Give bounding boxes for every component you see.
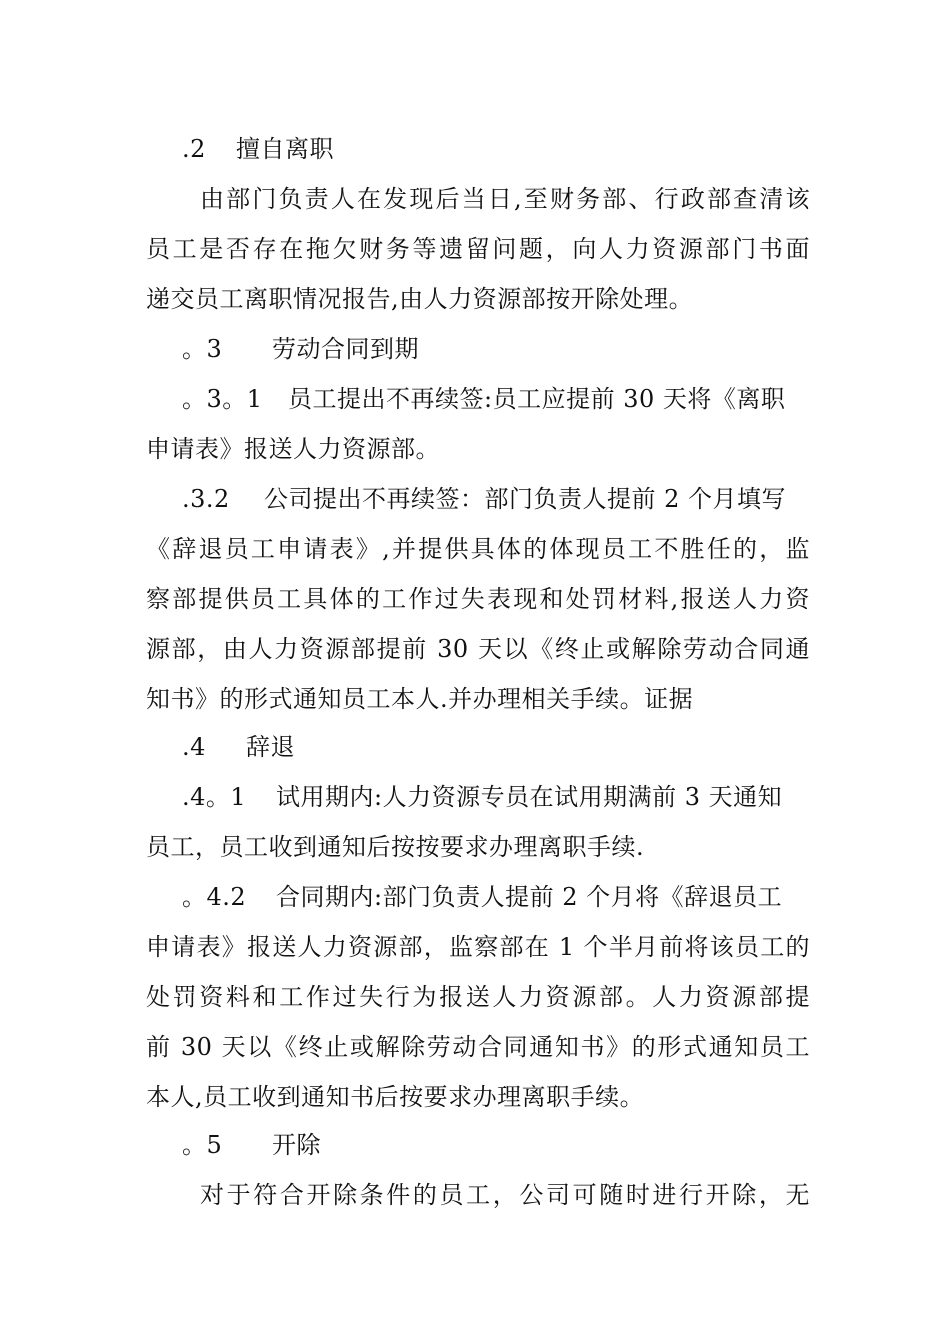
paragraph-text: 员工提出不再续签:员工应提前 30 天将《离职	[288, 385, 786, 413]
subsection-3-1	[182, 374, 810, 424]
paragraph-line: 察部提供员工具体的工作过失表现和处罚材料,报送人力资	[146, 585, 810, 613]
paragraph-text: 试用期内:人力资源专员在试用期满前 3 天通知	[276, 783, 783, 811]
section-title: 辞退	[246, 733, 295, 761]
section-title: 劳动合同到期	[272, 335, 419, 363]
section-number: .4	[182, 733, 206, 761]
paragraph-line: 本人,员工收到通知书后按要求办理离职手续。	[146, 1083, 645, 1111]
section-number: .3.2	[182, 485, 230, 513]
section-heading-5	[182, 1120, 582, 1170]
paragraph-line: 申请表》报送人力资源部。	[146, 435, 440, 463]
section-heading-3	[182, 324, 582, 374]
subsection-3-2	[182, 474, 810, 524]
section-number: .4。1	[182, 783, 247, 811]
paragraph-line: 处罚资料和工作过失行为报送人力资源部。人力资源部提	[146, 983, 810, 1011]
paragraph-text: 公司提出不再续签：部门负责人提前 2 个月填写	[264, 485, 787, 513]
paragraph-line: 员工是否存在拖欠财务等遗留问题，向人力资源部门书面	[146, 235, 810, 263]
subsection-4-2	[182, 872, 810, 922]
section-heading-2	[182, 124, 582, 174]
section-number: .2	[182, 135, 206, 163]
section-number: 。5	[182, 1131, 223, 1159]
subsection-4-1	[182, 772, 810, 822]
paragraph-line: 对于符合开除条件的员工，公司可随时进行开除，无	[200, 1181, 810, 1209]
section-number: 。3	[182, 335, 223, 363]
section-heading-4	[182, 722, 582, 772]
paragraph-line: 由部门负责人在发现后当日,至财务部、行政部查清该	[200, 185, 810, 213]
paragraph-line: 《辞退员工申请表》,并提供具体的体现员工不胜任的，监	[146, 535, 810, 563]
paragraph-line: 申请表》报送人力资源部，监察部在 1 个半月前将该员工的	[146, 933, 810, 961]
paragraph-line: 源部，由人力资源部提前 30 天以《终止或解除劳动合同通	[146, 635, 810, 663]
paragraph-line: 员工，员工收到通知后按按要求办理离职手续.	[146, 833, 645, 861]
section-title: 开除	[272, 1131, 321, 1159]
paragraph-line: 知书》的形式通知员工本人.并办理相关手续。证据	[146, 685, 694, 713]
section-number: 。3。1	[182, 385, 263, 413]
paragraph-text: 合同期内:部门负责人提前 2 个月将《辞退员工	[276, 883, 783, 911]
paragraph-line: 前 30 天以《终止或解除劳动合同通知书》的形式通知员工	[146, 1033, 810, 1061]
section-number: 。4.2	[182, 883, 247, 911]
section-title: 擅自离职	[236, 135, 334, 163]
paragraph-line: 递交员工离职情况报告,由人力资源部按开除处理。	[146, 285, 694, 313]
